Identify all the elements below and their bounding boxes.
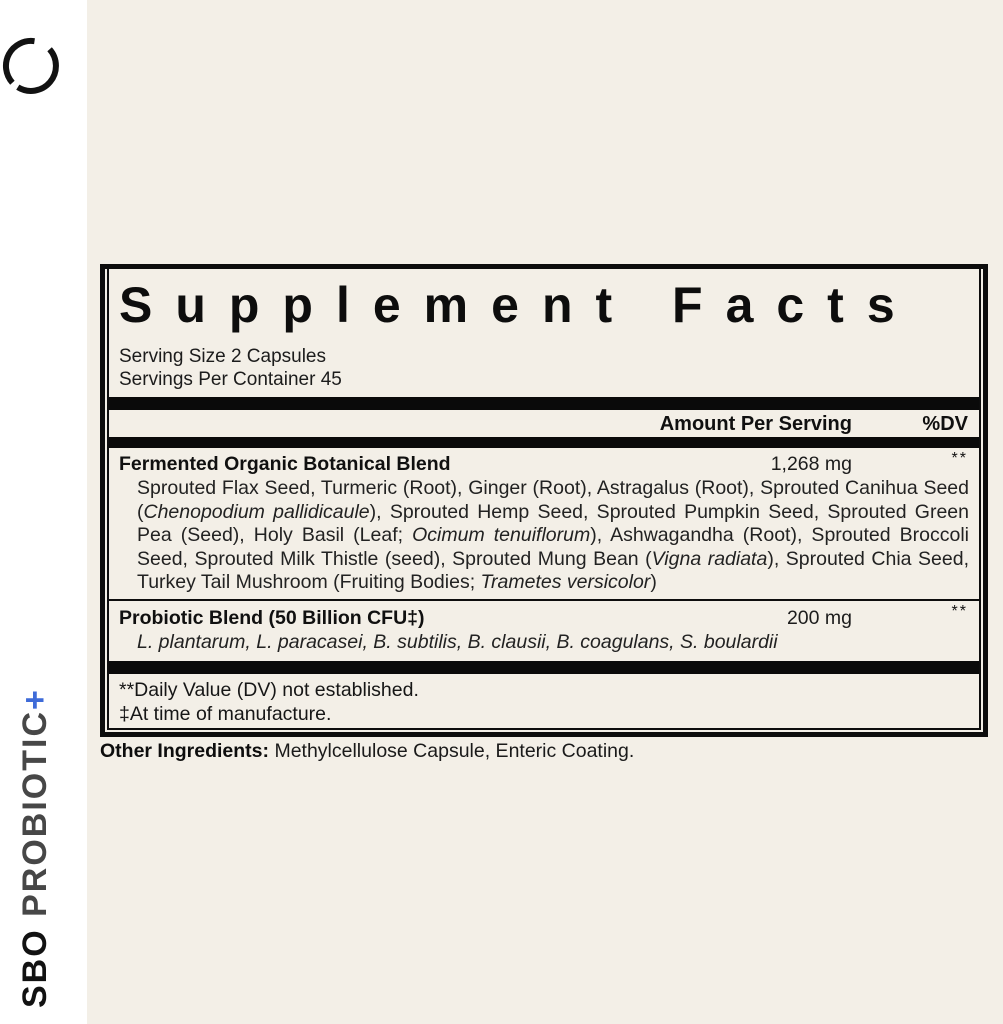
column-dv: %DV bbox=[922, 413, 968, 435]
other-ingredients-line bbox=[100, 740, 980, 763]
supplement-facts-panel bbox=[100, 264, 988, 737]
left-white-strip bbox=[0, 0, 87, 1024]
column-header-row bbox=[119, 410, 969, 437]
brand-plus: + bbox=[16, 688, 54, 710]
serving-info bbox=[119, 345, 969, 391]
other-ingredients-text: Methylcellulose Capsule, Enteric Coating. bbox=[269, 740, 635, 762]
supplement-facts-inner bbox=[107, 269, 981, 730]
divider-bar-medium bbox=[109, 437, 979, 448]
brand-vertical-text bbox=[16, 688, 55, 1008]
serving-size: Serving Size 2 Capsules bbox=[119, 346, 326, 367]
footnote-dv: **Daily Value (DV) not established. bbox=[119, 679, 419, 701]
brand-probiotic: PROBIOTIC bbox=[16, 709, 54, 929]
brand-logo-icon bbox=[2, 37, 60, 95]
botanical-blend-ingredient-list: Sprouted Flax Seed, Turmeric (Root), Ginger (Root), Astragalus (Root), Sprouted Canihua Seed (Chenopodium pallidicaule), Sprouted Hemp Seed, Sprouted Pumpkin Seed, Sprouted Green Pea (Seed), Holy Basil (Leaf; Ocimum tenuiflorum), Ashwagandha (Root), Sprouted Broccoli Seed, Sprouted Milk Thistle (seed), Sprouted Mung Bean (Vigna radiata), Sprouted Chia Seed, Turkey Tail Mushroom (Fruiting Bodies; Trametes versicolor) bbox=[137, 477, 970, 593]
ingredient-name: Fermented Organic Botanical Blend bbox=[119, 453, 451, 475]
ingredient-row-probiotic-blend bbox=[119, 601, 969, 630]
footnote-manufacture: ‡At time of manufacture. bbox=[119, 702, 332, 725]
ingredient-dv: ** bbox=[951, 450, 968, 467]
ingredient-row-botanical-blend bbox=[119, 448, 969, 476]
footnotes bbox=[119, 679, 969, 726]
ingredient-dv: ** bbox=[951, 602, 968, 620]
panel-title: Supplement Facts bbox=[119, 277, 918, 333]
probiotic-species-list: L. plantarum, L. paracasei, B. subtilis, B. clausii, B. coagulans, S. boulardii bbox=[137, 630, 778, 653]
column-amount-per-serving: Amount Per Serving bbox=[659, 413, 852, 435]
other-ingredients-label: Other Ingredients: bbox=[100, 740, 270, 762]
divider-bar-thick bbox=[109, 661, 979, 674]
servings-per-container: Servings Per Container 45 bbox=[119, 369, 342, 390]
ingredient-amount: 1,268 mg bbox=[770, 453, 852, 475]
divider-bar-thick bbox=[109, 397, 979, 410]
ingredient-name: Probiotic Blend (50 Billion CFU‡) bbox=[119, 606, 425, 629]
brand-sbo: SBO bbox=[16, 928, 54, 1008]
ingredient-amount: 200 mg bbox=[786, 606, 852, 629]
